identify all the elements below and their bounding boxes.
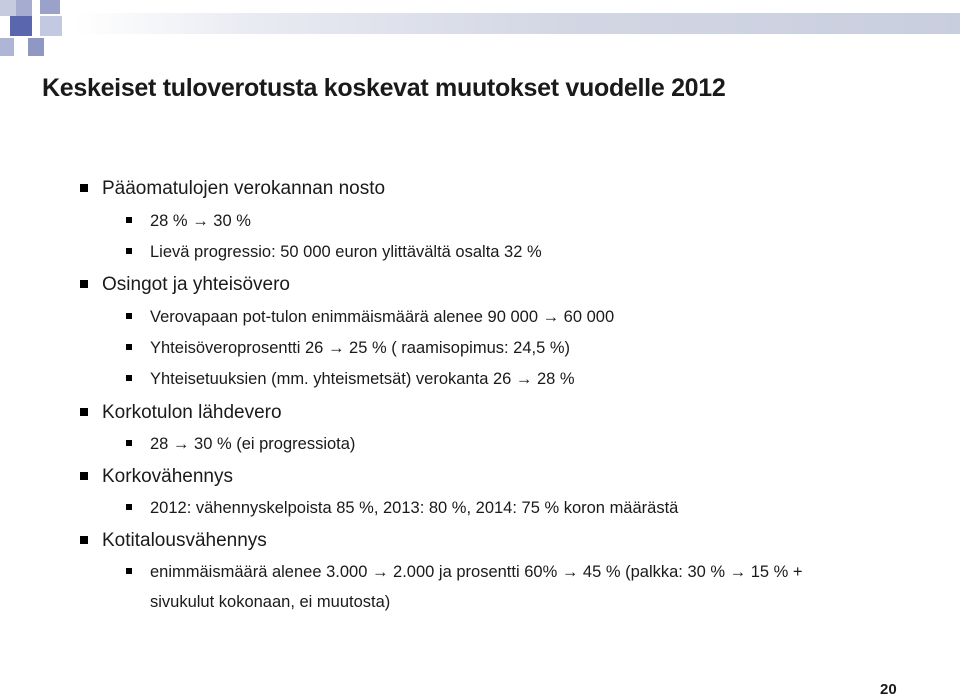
square-bullet-icon — [126, 375, 132, 381]
square-bullet-icon — [80, 536, 88, 544]
square-bullet-icon — [80, 472, 88, 480]
header-decoration-square — [40, 16, 62, 36]
page-number: 20 — [880, 681, 897, 698]
header-gradient-bar — [75, 13, 960, 34]
bullet-text: 28 % → 30 % — [150, 212, 251, 230]
bullet-text: Yhteisöveroprosentti 26 → 25 % ( raamisopimus: 24,5 %) — [150, 339, 571, 357]
bullet-text: Yhteisetuuksien (mm. yhteismetsät) verokanta 26 → 28 % — [150, 370, 575, 388]
square-bullet-icon — [126, 504, 132, 510]
bullet-text: Kotitalousvähennys — [102, 530, 267, 551]
bullet-text: Lievä progressio: 50 000 euron ylittävältä osalta 32 % — [150, 243, 542, 261]
bullet-text: Pääomatulojen verokannan nosto — [102, 178, 386, 199]
square-bullet-icon — [126, 568, 132, 574]
header-decoration-square — [28, 38, 44, 56]
header-decoration-square — [40, 0, 60, 14]
square-bullet-icon — [80, 408, 88, 416]
bullet-text: 2012: vähennyskelpoista 85 %, 2013: 80 %, 2014: 75 % koron määrästä — [150, 499, 679, 517]
bullet-text: Korkotulon lähdevero — [102, 402, 282, 423]
bullet-text: Osingot ja yhteisövero — [102, 274, 290, 295]
square-bullet-icon — [126, 248, 132, 254]
square-bullet-icon — [80, 184, 88, 192]
bullet-text: enimmäismäärä alenee 3.000 → 2.000 ja prosentti 60% → 45 % (palkka: 30 % → 15 % + — [150, 563, 803, 581]
bullet-text: Korkovähennys — [102, 466, 233, 487]
bullet-text: sivukulut kokonaan, ei muutosta) — [150, 593, 391, 611]
slide-title: Keskeiset tuloverotusta koskevat muutokset vuodelle 2012 — [42, 74, 726, 102]
bullet-text: 28 → 30 % (ei progressiota) — [150, 435, 356, 453]
header-decoration-square — [0, 0, 16, 16]
header-decoration-square — [10, 16, 32, 36]
square-bullet-icon — [126, 313, 132, 319]
header-decoration-square — [0, 38, 14, 56]
square-bullet-icon — [126, 440, 132, 446]
square-bullet-icon — [80, 280, 88, 288]
header-decoration-square — [16, 0, 32, 16]
bullet-text: Verovapaan pot-tulon enimmäismäärä alenee 90 000 → 60 000 — [150, 308, 615, 326]
square-bullet-icon — [126, 344, 132, 350]
square-bullet-icon — [126, 217, 132, 223]
